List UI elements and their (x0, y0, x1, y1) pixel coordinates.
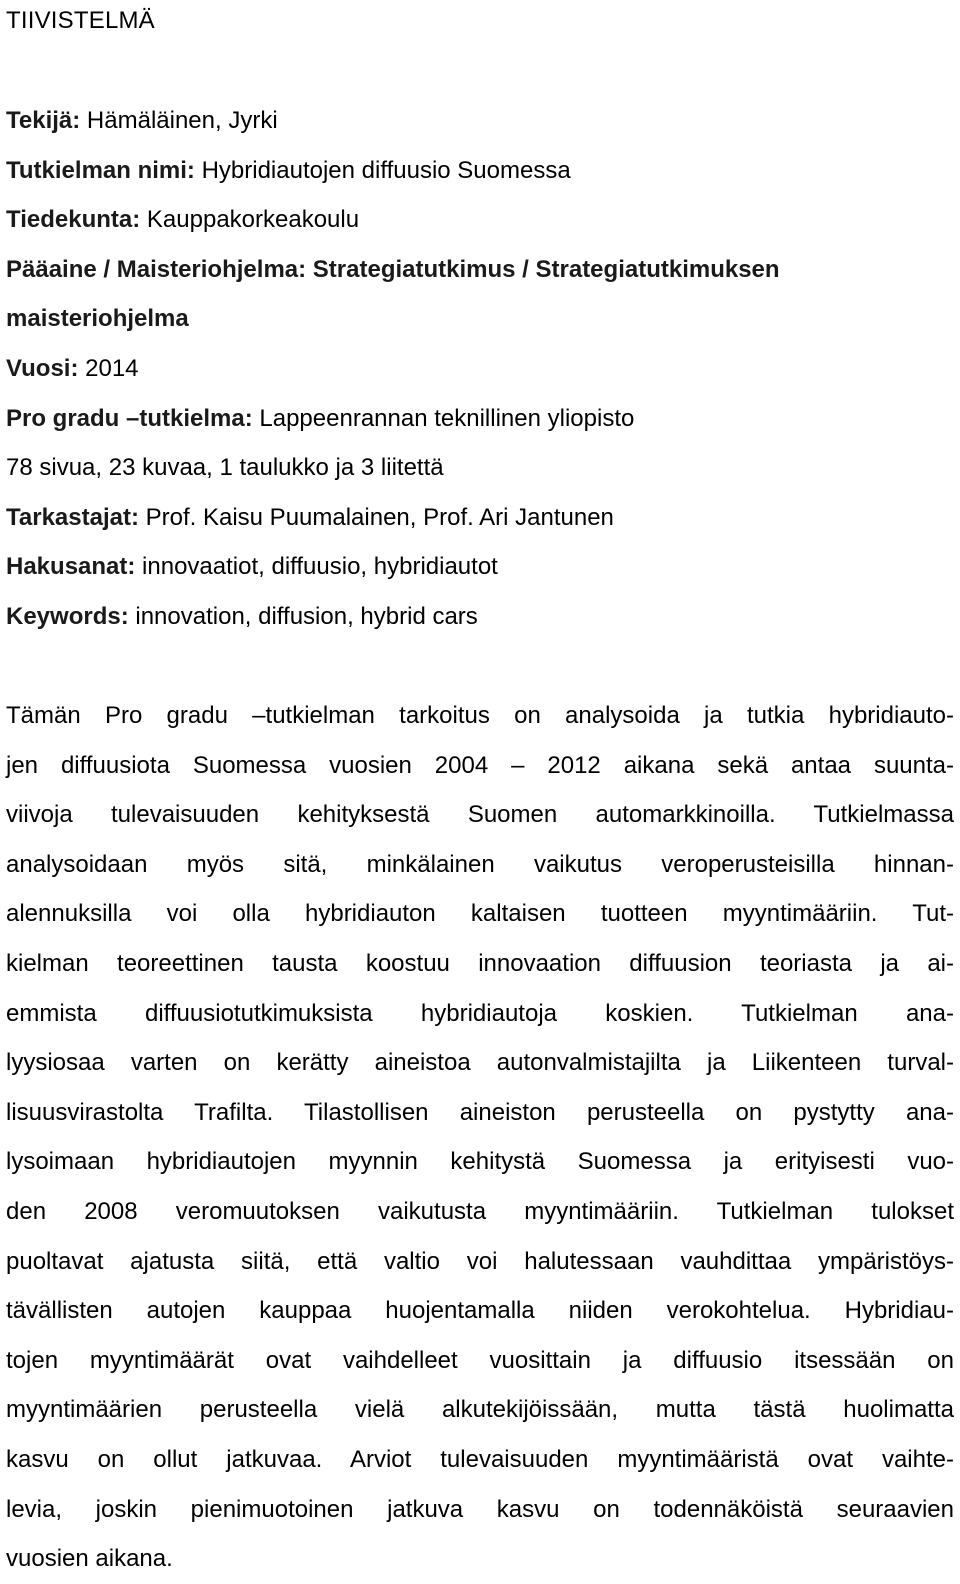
gradu-line (6, 394, 954, 444)
abstract-line: puoltavat ajatusta siitä, että valtio voi halutessaan vauhdittaa ympäristöys- (6, 1247, 954, 1275)
author-line (6, 96, 954, 146)
major-line-1 (6, 245, 954, 295)
pages-text: 78 sivua, 23 kuvaa, 1 taulukko ja 3 liitettä (6, 454, 444, 482)
year-label: Vuosi: (6, 354, 79, 382)
page-title: TIIVISTELMÄ (6, 7, 155, 34)
abstract-line: kasvu on ollut jatkuvaa. Arviot tulevaisuuden myyntimääristä ovat vaihte- (6, 1445, 954, 1473)
reviewers-value: Prof. Kaisu Puumalainen, Prof. Ari Jantunen (145, 503, 614, 531)
thesis-title-value: Hybridiautojen diffuusio Suomessa (201, 156, 571, 184)
abstract-line: tojen myyntimäärät ovat vaihdelleet vuosittain ja diffuusio itsessään on (6, 1346, 954, 1374)
keywords-fi-label: Hakusanat: (6, 553, 136, 581)
keywords-en-line (6, 592, 954, 642)
abstract-line: vuosien aikana. (6, 1545, 173, 1573)
keywords-en-label: Keywords: (6, 602, 129, 630)
major-text-2: maisteriohjelma (6, 305, 189, 333)
pages-line (6, 443, 954, 493)
faculty-label: Tiedekunta: (6, 206, 141, 234)
major-line-2 (6, 294, 954, 344)
abstract-body (6, 691, 954, 1584)
reviewers-label: Tarkastajat: (6, 503, 139, 531)
thesis-title-label: Tutkielman nimi: (6, 156, 195, 184)
thesis-title-line (6, 146, 954, 196)
author-value: Hämäläinen, Jyrki (86, 107, 278, 134)
abstract-line: Tämän Pro gradu –tutkielman tarkoitus on analysoida ja tutkia hybridiauto- (6, 702, 954, 729)
abstract-line: viivoja tulevaisuuden kehityksestä Suomen automarkkinoilla. Tutkielmassa (6, 801, 954, 829)
abstract-line: den 2008 veromuutoksen vaikutusta myyntimääriin. Tutkielman tulokset (6, 1197, 954, 1225)
faculty-line (6, 195, 954, 245)
reviewers-line (6, 493, 954, 543)
abstract-line: kielman teoreettinen tausta koostuu innovaation diffuusion teoriasta ja ai- (6, 949, 954, 977)
faculty-value: Kauppakorkeakoulu (146, 206, 360, 234)
keywords-en-value: innovation, diffusion, hybrid cars (135, 602, 478, 630)
abstract-line: tävällisten autojen kauppaa huojentamalla niiden verokohtelua. Hybridiau- (6, 1297, 954, 1325)
abstract-line: alennuksilla voi olla hybridiauton kaltaisen tuotteen myyntimääriin. Tut- (6, 900, 954, 928)
keywords-fi-value: innovaatiot, diffuusio, hybridiautot (142, 553, 498, 581)
abstract-line: lisuusvirastolta Trafilta. Tilastollisen aineiston perusteella on pystytty ana- (6, 1098, 954, 1126)
year-value: 2014 (85, 354, 139, 382)
gradu-value: Lappeenrannan teknillinen yliopisto (259, 404, 635, 432)
author-label: Tekijä: (6, 107, 81, 134)
abstract-line: lyysiosaa varten on kerätty aineistoa autonvalmistajilta ja Liikenteen turval- (6, 1049, 954, 1077)
major-text-1: Pääaine / Maisteriohjelma: Strategiatutkimus / Strategiatutkimuksen (6, 255, 780, 283)
abstract-line: analysoidaan myös sitä, minkälainen vaikutus veroperusteisilla hinnan- (6, 850, 954, 878)
abstract-line: myyntimäärien perusteella vielä alkutekijöissään, mutta tästä huolimatta (6, 1396, 954, 1424)
abstract-line: lysoimaan hybridiautojen myynnin kehitystä Suomessa ja erityisesti vuo- (6, 1148, 954, 1176)
gradu-label: Pro gradu –tutkielma: (6, 404, 253, 432)
thesis-metadata (6, 96, 954, 642)
abstract-line: jen diffuusiota Suomessa vuosien 2004 – 2012 aikana sekä antaa suunta- (6, 751, 954, 779)
keywords-fi-line (6, 542, 954, 592)
year-line (6, 344, 954, 394)
abstract-line: levia, joskin pienimuotoinen jatkuva kasvu on todennäköistä seuraavien (6, 1495, 954, 1523)
abstract-line: emmista diffuusiotutkimuksista hybridiautoja koskien. Tutkielman ana- (6, 999, 954, 1027)
